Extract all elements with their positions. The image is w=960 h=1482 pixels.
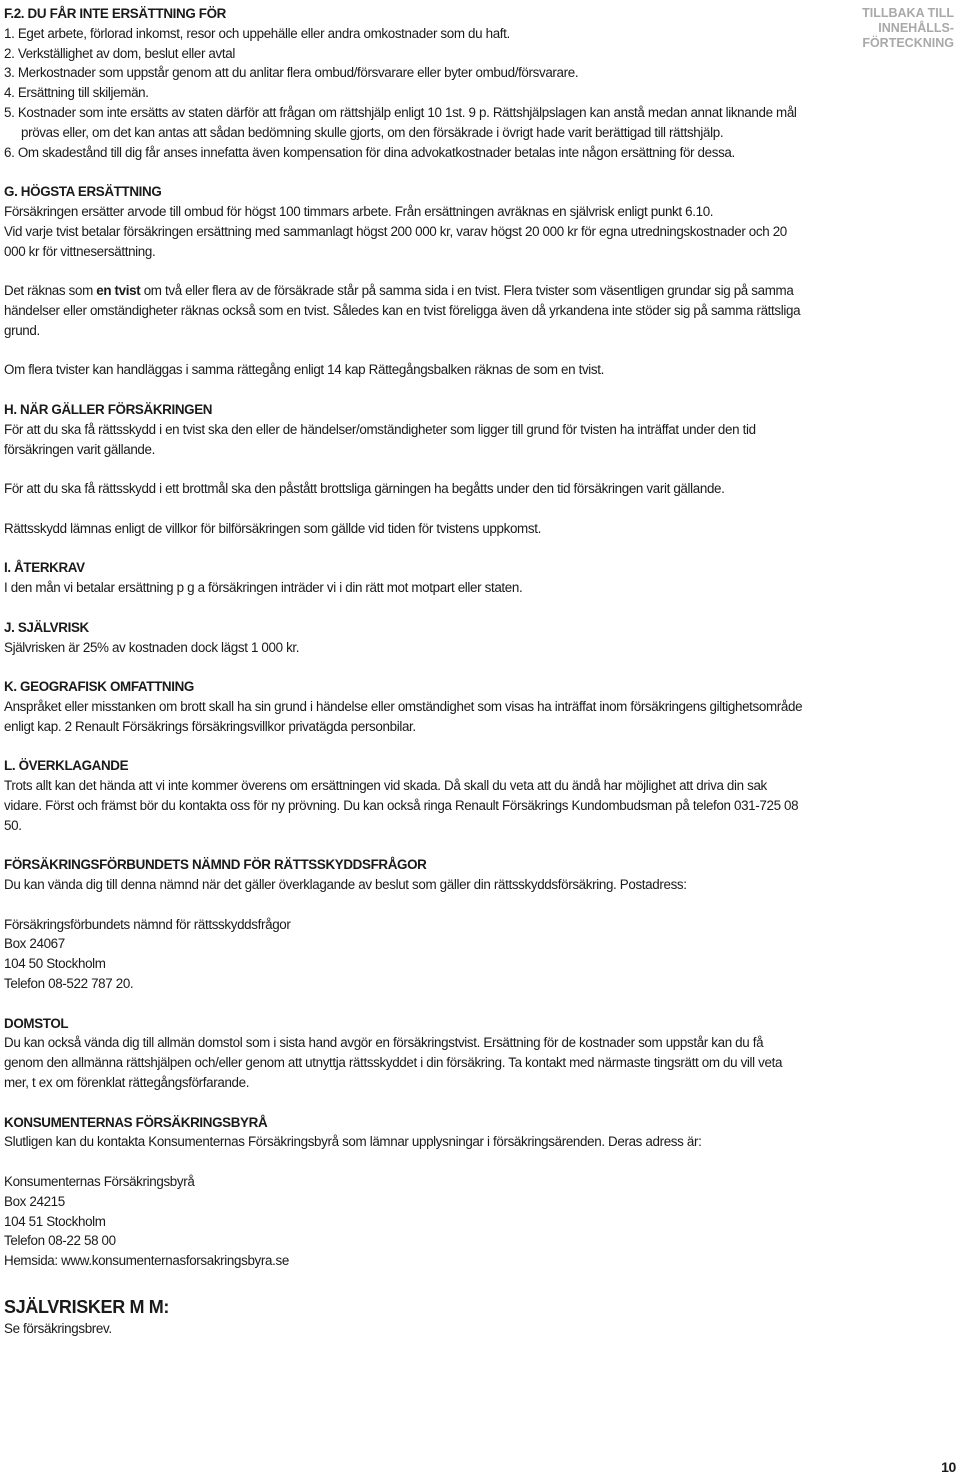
page-number: 10 <box>941 1459 956 1475</box>
section-domstol <box>4 1014 804 1093</box>
byra-address-line-4: Telefon 08-22 58 00 <box>4 1233 116 1249</box>
domstol-paragraph-1: Du kan också vända dig till allmän domstol som i sista hand avgör en försäkringstvist. Ersättning för de kostnader som uppstår kan du få genom den allmänna rättshjälpen och/eller genom att utnyttja rättsskyddet i din försäkring. Ta kontakt med närmaste tingsrätt om du vill veta mer, t ex om förenklat rättegångsförfarande. <box>4 1035 783 1091</box>
namnd-address-line-4: Telefon 08-522 787 20. <box>4 976 134 992</box>
section-j <box>4 618 804 658</box>
nav-line-3: FÖRTECKNING <box>862 36 954 50</box>
section-byra-heading: KONSUMENTERNAS FÖRSÄKRINGSBYRÅ <box>4 1114 268 1130</box>
namnd-paragraph-1: Du kan vända dig till denna nämnd när det gäller överklagande av beslut som gäller din rättsskyddsförsäkring. Postadress: <box>4 877 687 893</box>
section-k <box>4 677 804 736</box>
section-domstol-heading: DOMSTOL <box>4 1015 69 1031</box>
byra-website: Hemsida: www.konsumenternasforsakringsbyra.se <box>4 1253 289 1269</box>
l-paragraph-1: Trots allt kan det hända att vi inte kommer överens om ersättningen vid skada. Då skall du veta att du ändå har möjlighet att driva din sak vidare. Först och främst bör du kontakta oss för ny prövning. Du kan också ringa Renault Försäkrings Kundombudsman på telefon 031-725 08 50. <box>4 778 799 833</box>
section-g <box>4 182 804 380</box>
i-paragraph-1: I den mån vi betalar ersättning p g a försäkringen inträder vi i din rätt mot motpart eller staten. <box>4 580 523 596</box>
byra-address-line-2: Box 24215 <box>4 1193 65 1209</box>
nav-line-2: INNEHÅLLS- <box>878 21 954 35</box>
section-namnd <box>4 855 804 994</box>
f2-item-4: 4. Ersättning till skiljemän. <box>4 85 149 101</box>
f2-item-6: 6. Om skadestånd till dig får anses innefatta även kompensation för dina advokatkostnader betalas inte någon ersättning för dessa. <box>4 144 735 160</box>
section-l-heading: L. ÖVERKLAGANDE <box>4 758 129 774</box>
byra-address-line-1: Konsumenternas Försäkringsbyrå <box>4 1174 195 1190</box>
g-paragraph-2: Vid varje tvist betalar försäkringen ersättning med sammanlagt högst 200 000 kr, varav högst 20 000 kr för egna utredningskostnader och 20 000 kr för vittnesersättning. <box>4 223 787 259</box>
byra-paragraph-1: Slutligen kan du kontakta Konsumenternas Försäkringsbyrå som lämnar upplysningar i försäkringsärenden. Deras adress är: <box>4 1134 702 1150</box>
section-j-heading: J. SJÄLVRISK <box>4 619 89 635</box>
f2-item-3: 3. Merkostnader som uppstår genom att du anlitar flera ombud/försvarare eller byter ombud/försvarare. <box>4 65 579 81</box>
sjalvrisker-paragraph-1: Se försäkringsbrev. <box>4 1320 112 1336</box>
k-paragraph-1: Anspråket eller misstanken om brott skall ha sin grund i händelse eller omständighet som visas ha inträffat inom försäkringens giltighetsområde enligt kap. 2 Renault Försäkrings försäkringsvillkor privatägda personbilar. <box>4 698 803 734</box>
section-l <box>4 756 804 835</box>
section-namnd-heading: FÖRSÄKRINGSFÖRBUNDETS NÄMND FÖR RÄTTSSKYDDSFRÅGOR <box>4 857 427 873</box>
section-i-heading: I. ÅTERKRAV <box>4 560 85 576</box>
section-sjalvrisker <box>4 1295 804 1339</box>
section-h-heading: H. NÄR GÄLLER FÖRSÄKRINGEN <box>4 401 213 417</box>
namnd-address-line-2: Box 24067 <box>4 936 65 952</box>
g-paragraph-3: Det räknas som en tvist om två eller flera av de försäkrade står på samma sida i en tvist. Flera tvister som väsentligen grundar sig på samma händelser eller omständigheter räknas också som en tvist. Således kan en tvist föreligga även då yrkandena inte stöder sig på samma rättsliga grund. <box>4 283 801 338</box>
namnd-address-line-3: 104 50 Stockholm <box>4 956 106 972</box>
byra-address-line-3: 104 51 Stockholm <box>4 1213 106 1229</box>
f2-item-5: 5. Kostnader som inte ersätts av staten därför att frågan om rättshjälp enligt 10 1st. 9 p. Rättshjälpslagen kan anstå medan annat liknande mål prövas eller, om det kan antas att sådan bedömning skulle gjorts, om den försäkrade i övrigt hade varit berättigad till rättshjälp. <box>4 104 797 140</box>
section-h <box>4 400 804 539</box>
g-paragraph-1: Försäkringen ersätter arvode till ombud för högst 100 timmars arbete. Från ersättningen avräknas en självrisk enligt punkt 6.10. <box>4 203 714 219</box>
h-paragraph-2: För att du ska få rättsskydd i ett brottmål ska den påstått brottsliga gärningen ha begåtts under den tid försäkringen varit gällande. <box>4 481 725 497</box>
nav-line-1: TILLBAKA TILL <box>862 6 954 20</box>
g-paragraph-4: Om flera tvister kan handläggas i samma rättegång enligt 14 kap Rättegångsbalken räknas de som en tvist. <box>4 362 605 378</box>
document-body <box>4 4 804 1339</box>
section-f2 <box>4 4 804 162</box>
f2-item-2: 2. Verkställighet av dom, beslut eller avtal <box>4 45 235 61</box>
namnd-address-line-1: Försäkringsförbundets nämnd för rättsskyddsfrågor <box>4 916 291 932</box>
back-to-toc-link[interactable] <box>854 6 954 51</box>
h-paragraph-3: Rättsskydd lämnas enligt de villkor för bilförsäkringen som gällde vid tiden för tvistens uppkomst. <box>4 520 541 536</box>
section-sjalvrisker-heading: SJÄLVRISKER M M: <box>4 1296 170 1317</box>
f2-item-1: 1. Eget arbete, förlorad inkomst, resor och uppehälle eller andra omkostnader som du haft. <box>4 25 510 41</box>
section-byra <box>4 1113 804 1271</box>
j-paragraph-1: Självrisken är 25% av kostnaden dock lägst 1 000 kr. <box>4 639 300 655</box>
section-k-heading: K. GEOGRAFISK OMFATTNING <box>4 679 194 695</box>
h-paragraph-1: För att du ska få rättsskydd i en tvist ska den eller de händelser/omständigheter som ligger till grund för tvisten ha inträffat under den tid försäkringen varit gällande. <box>4 421 756 457</box>
section-i <box>4 558 804 598</box>
en-tvist-term: en tvist <box>96 283 141 299</box>
section-f2-heading: F.2. DU FÅR INTE ERSÄTTNING FÖR <box>4 6 227 21</box>
section-g-heading: G. HÖGSTA ERSÄTTNING <box>4 184 162 200</box>
